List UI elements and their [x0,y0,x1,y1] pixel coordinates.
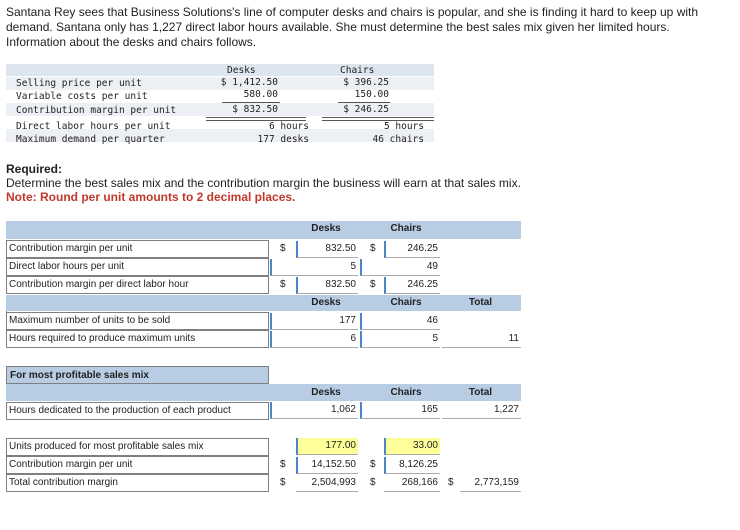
row-label: Units produced for most profitable sales mix [6,438,269,456]
underline [222,102,280,103]
hrs-chairs-input[interactable]: 5 [360,331,440,348]
info-chairs-value: $ 396.25 [343,77,389,88]
dollar-sign: $ [370,477,376,488]
cmu-desks-input[interactable]: 14,152.50 [296,457,358,474]
hrs-total: 11 [442,331,521,348]
col-desks-header: Desks [270,295,360,311]
info-desks-value: 580.00 [243,89,278,100]
info-chairs-value: 5 hours [383,121,424,132]
row-label: Total contribution margin [6,474,269,492]
col-chairs-header: Chairs [360,295,440,311]
col-desks-header: Desks [270,221,360,239]
info-chairs-value: $ 246.25 [343,104,389,115]
header-blank [440,221,521,239]
header-blank [6,295,270,311]
dollar-sign: $ [280,279,286,290]
required-heading: Required: [6,162,63,176]
info-chairs-value: 46 chairs [372,134,424,145]
info-label: Contribution margin per unit [16,105,177,116]
ded-desks-input[interactable]: 1,062 [270,402,358,419]
cmdlh-desks-input[interactable]: 832.50 [296,277,358,294]
ded-total: 1,227 [442,402,521,419]
info-col-chairs: Chairs [340,65,375,76]
dollar-sign: $ [370,459,376,470]
info-label: Variable costs per unit [16,91,148,102]
cmu-chairs-input[interactable]: 8,126.25 [384,457,440,474]
row-label: Maximum number of units to be sold [6,312,269,330]
ded-chairs-input[interactable]: 165 [360,402,440,419]
section-label: For most profitable sales mix [6,366,269,384]
rounding-note: Note: Round per unit amounts to 2 decimal places. [6,190,296,204]
col-total-header: Total [440,295,521,311]
tcm-total: 2,773,159 [460,475,521,492]
answer-grid [6,221,521,494]
required-section [6,162,521,204]
dollar-sign: $ [280,477,286,488]
info-desks-value: 6 hours [268,121,309,132]
tcm-chairs: 268,166 [384,475,440,492]
row-label: Hours required to produce maximum units [6,330,269,348]
cm-chairs-input[interactable]: 246.25 [384,241,440,258]
cmdlh-chairs-input[interactable]: 246.25 [384,277,440,294]
dollar-sign: $ [280,459,286,470]
info-col-desks: Desks [227,65,256,76]
dollar-sign: $ [370,243,376,254]
dollar-sign: $ [370,279,376,290]
col-chairs-header: Chairs [360,221,440,239]
info-label: Direct labor hours per unit [16,121,171,132]
hrs-desks-input[interactable]: 6 [270,331,358,348]
dollar-sign: $ [280,243,286,254]
problem-intro: Santana Rey sees that Business Solutions's line of computer desks and chairs is popular, and she is finding it hard to keep up with demand. Santana only has 1,227 direct labor hours available. She must determine the best sales mix given her limited hours. Information about the desks and chairs follows. [6,5,699,49]
max-chairs-input[interactable]: 46 [360,313,440,330]
dlh-chairs-input[interactable]: 49 [360,259,440,276]
underline [338,102,390,103]
required-text: Determine the best sales mix and the contribution margin the business will earn at that sales mix. [6,176,521,190]
col-desks-header: Desks [270,384,360,401]
row-label: Contribution margin per direct labor hour [6,276,269,294]
info-label: Selling price per unit [16,78,142,89]
row-label: Direct labor hours per unit [6,258,269,276]
info-table [6,64,434,154]
info-desks-value: $ 832.50 [232,104,278,115]
row-label: Contribution margin per unit [6,456,269,474]
max-desks-input[interactable]: 177 [270,313,358,330]
info-desks-value: $ 1,412.50 [220,77,278,88]
header-blank [6,384,270,401]
col-total-header: Total [440,384,521,401]
units-chairs-input[interactable]: 33.00 [384,438,440,455]
dollar-sign: $ [448,477,454,488]
col-chairs-header: Chairs [360,384,440,401]
header-blank [6,221,270,239]
row-label: Hours dedicated to the production of each product [6,402,269,420]
info-desks-value: 177 desks [257,134,309,145]
info-chairs-value: 150.00 [354,89,389,100]
info-label: Maximum demand per quarter [16,134,165,145]
cm-desks-input[interactable]: 832.50 [296,241,358,258]
tcm-desks: 2,504,993 [296,475,358,492]
dlh-desks-input[interactable]: 5 [270,259,358,276]
row-label: Contribution margin per unit [6,240,269,258]
units-desks-input[interactable]: 177.00 [296,438,358,455]
